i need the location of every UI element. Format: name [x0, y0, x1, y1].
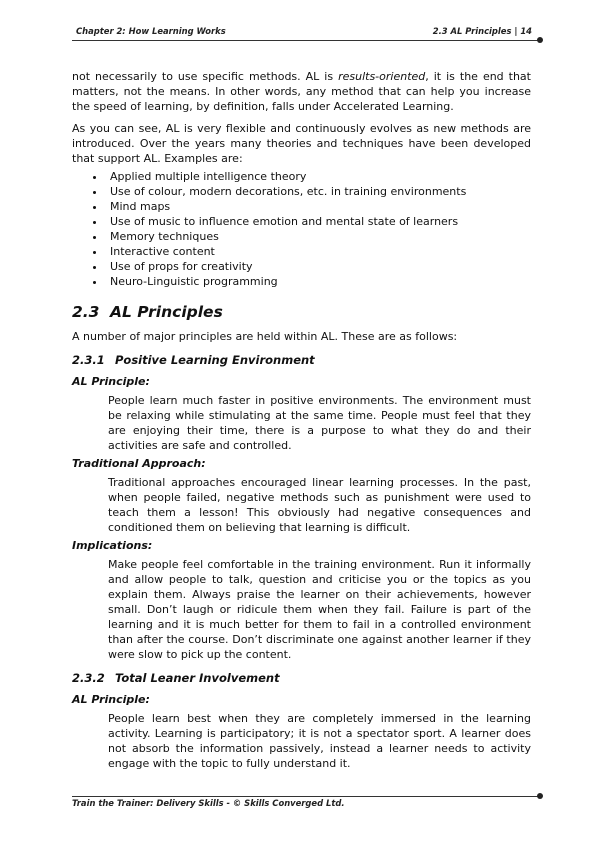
- footer-rule: [72, 796, 538, 797]
- header-chapter: Chapter 2: How Learning Works: [76, 26, 226, 36]
- al-principle-text: People learn best when they are completely immersed in the learning activity. Learning is participatory; it is not a spectator sport. A learner does not absorb the information passively, instead a learner needs to activity engage with the topic to fully understand it.: [108, 712, 531, 770]
- list-item: • Use of props for creativity: [106, 259, 531, 274]
- implications-label: Implications:: [72, 539, 153, 552]
- page-content: [72, 69, 531, 773]
- examples-list: [72, 169, 531, 289]
- section-number: 2.3: [72, 303, 100, 321]
- header-rule: [72, 40, 538, 41]
- emphasis-results-oriented: results-oriented: [338, 70, 426, 83]
- running-footer: Train the Trainer: Delivery Skills - © Skills Converged Ltd.: [72, 798, 345, 808]
- list-item: • Memory techniques: [106, 229, 531, 244]
- section-heading: [72, 302, 531, 322]
- subsection-heading-1: [72, 352, 531, 368]
- list-item: • Interactive content: [106, 244, 531, 259]
- subsection-number: 2.3.2: [72, 671, 105, 685]
- subsection-number: 2.3.1: [72, 353, 105, 367]
- list-item: • Use of music to influence emotion and mental state of learners: [106, 214, 531, 229]
- traditional-approach-text: Traditional approaches encouraged linear learning processes. In the past, when people failed, negative methods such as punishment were used to teach them a lesson! This obviously had negative consequences and conditioned them on believing that learning is difficult.: [108, 476, 531, 534]
- al-principle-text: People learn much faster in positive environments. The environment must be relaxing while stimulating at the same time. People must feel that they are enjoying their time, there is a purpose to what they do and their activities are safe and controlled.: [108, 394, 531, 452]
- intro-paragraph-2: As you can see, AL is very flexible and continuously evolves as new methods are introduced. Over the years many theories and techniques have been developed that support AL. Examples are:: [72, 122, 531, 165]
- section-title: AL Principles: [110, 303, 223, 321]
- running-header: [72, 26, 542, 40]
- intro-paragraph-1: not necessarily to use specific methods. AL is results-oriented, it is the end that matters, not the means. In other words, any method that can help you increase the speed of learning, by definition, falls under Accelerated Learning.: [72, 70, 531, 113]
- list-item: • Use of colour, modern decorations, etc. in training environments: [106, 184, 531, 199]
- subsection-heading-2: [72, 670, 531, 686]
- list-item: • Applied multiple intelligence theory: [106, 169, 531, 184]
- al-principle-label: AL Principle:: [72, 375, 150, 388]
- list-item: • Neuro-Linguistic programming: [106, 274, 531, 289]
- traditional-approach-label: Traditional Approach:: [72, 457, 206, 470]
- footer-rule-dot: [537, 793, 543, 799]
- section-intro: A number of major principles are held within AL. These are as follows:: [72, 330, 458, 343]
- subsection-title: Total Leaner Involvement: [115, 671, 280, 685]
- al-principle-label: AL Principle:: [72, 693, 150, 706]
- list-item: • Mind maps: [106, 199, 531, 214]
- subsection-title: Positive Learning Environment: [115, 353, 315, 367]
- header-section-page: 2.3 AL Principles | 14: [432, 26, 532, 36]
- header-rule-dot: [537, 37, 543, 43]
- implications-text: Make people feel comfortable in the training environment. Run it informally and allow people to talk, question and criticise you or the topics as you explain them. Always praise the learner on their achievements, however small. Don’t laugh or ridicule them when they fail. Failure is part of the learning and it is much better for them to fail in a controlled environment than after the course. Don’t discriminate one against another learner if they were slow to pick up the content.: [108, 558, 531, 661]
